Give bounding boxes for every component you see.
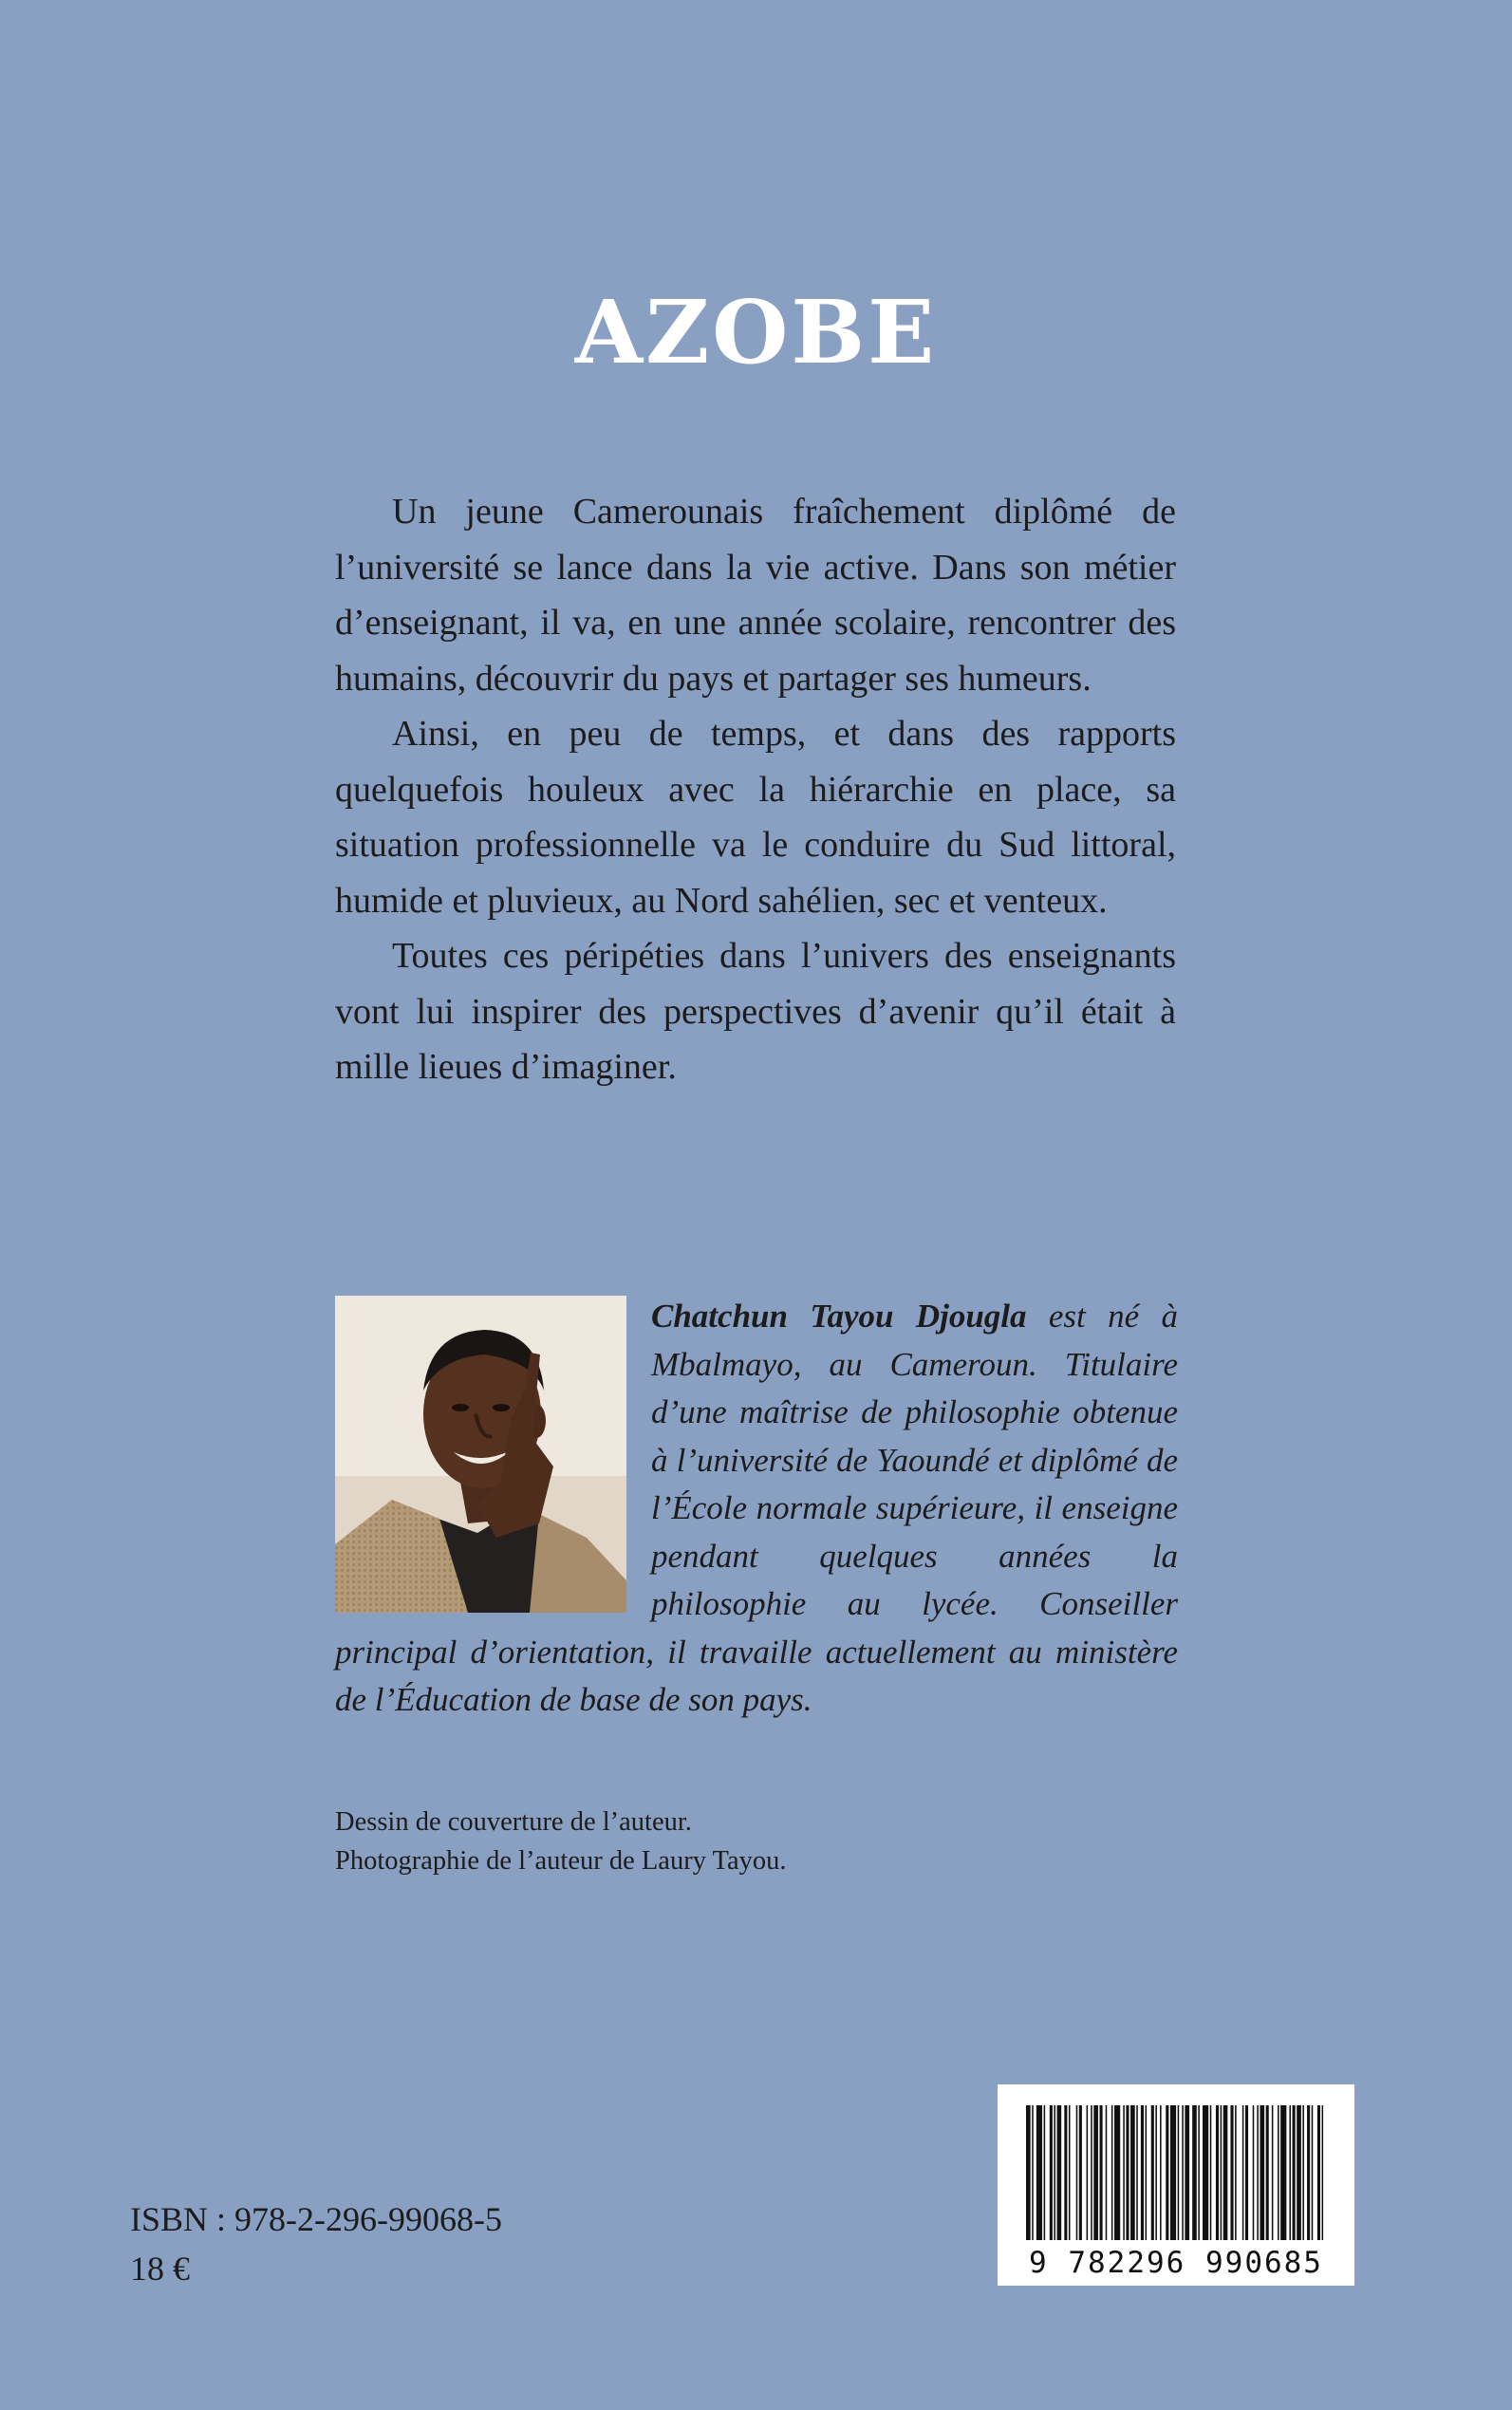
barcode-bar xyxy=(1245,2105,1248,2240)
photo-credit: Photographie de l’auteur de Laury Tayou. xyxy=(335,1845,787,1876)
barcode-bar xyxy=(1198,2105,1200,2240)
author-bio-block xyxy=(335,1293,1178,1725)
summary-paragraph-3: Toutes ces péripéties dans l’univers des enseignants vont lui inspirer des perspectives d’avenir qu’il était à mille lieues d’imaginer. xyxy=(335,936,1176,1087)
barcode-bar xyxy=(1087,2105,1089,2240)
barcode-bar xyxy=(1123,2105,1125,2240)
barcode-bar xyxy=(1307,2105,1310,2240)
barcode-bar xyxy=(1036,2105,1042,2240)
barcode-bar xyxy=(1302,2105,1304,2240)
barcode-bar xyxy=(1216,2105,1219,2240)
barcode-bar xyxy=(1230,2105,1233,2240)
image-credits xyxy=(335,1803,1094,1880)
barcode-bar xyxy=(1280,2105,1286,2240)
barcode-bar xyxy=(1050,2105,1053,2240)
barcode-bar xyxy=(1136,2105,1138,2240)
barcode-bar xyxy=(1203,2105,1208,2240)
barcode-bar xyxy=(1111,2105,1113,2240)
barcode-bar xyxy=(1091,2105,1092,2240)
barcode-bar xyxy=(1166,2105,1168,2240)
barcode-bar xyxy=(1044,2105,1046,2240)
barcode-bar xyxy=(1146,2105,1148,2240)
barcode-bar xyxy=(1093,2105,1098,2240)
barcode xyxy=(998,2084,1354,2286)
author-bio: est né à Mbalmayo, au Cameroun. Titulaire d’une maîtrise de philosophie obtenue à l’université de Yaoundé et diplômé de l’École normale supérieure, il enseigne pendant quelques années la philosophie au lycée. Conseiller principal d’orientation, il travaille actuellement au ministère de l’Éducation de base de son pays. xyxy=(335,1298,1178,1718)
barcode-bar xyxy=(1126,2105,1129,2240)
barcode-bar xyxy=(1317,2105,1320,2240)
barcode-bar xyxy=(1100,2105,1103,2240)
book-title: AZOBE xyxy=(574,281,938,383)
summary-paragraph-2: Ainsi, en peu de temps, et dans des rapports quelquefois houleux avec la hiérarchie en place, sa situation professionnelle va le conduire du Sud littoral, humide et pluvieux, au Nord sahélien, sec et venteux. xyxy=(335,714,1176,921)
barcode-bar xyxy=(1106,2105,1108,2240)
barcode-bar xyxy=(1253,2105,1255,2240)
barcode-bar xyxy=(1141,2105,1144,2240)
barcode-bar xyxy=(1057,2105,1062,2240)
price: 18 € xyxy=(130,2250,190,2288)
barcode-bar xyxy=(1064,2105,1067,2240)
barcode-bar xyxy=(1160,2105,1162,2240)
barcode-bar xyxy=(1170,2105,1176,2240)
author-photo xyxy=(335,1296,626,1613)
barcode-bar xyxy=(1178,2105,1180,2240)
author-portrait-illustration xyxy=(335,1296,626,1613)
book-summary xyxy=(335,484,1176,1095)
barcode-bar xyxy=(1079,2105,1082,2240)
barcode-bar xyxy=(1242,2105,1244,2240)
barcode-bar xyxy=(1185,2105,1189,2240)
cover-credit: Dessin de couverture de l’auteur. xyxy=(335,1807,692,1837)
barcode-bar xyxy=(1210,2105,1212,2240)
isbn-number: ISBN : 978-2-296-99068-5 xyxy=(130,2200,502,2238)
barcode-bar xyxy=(1312,2105,1314,2240)
barcode-digits: 9 782296 990685 xyxy=(1029,2246,1323,2280)
barcode-bar xyxy=(1069,2105,1071,2240)
barcode-bar xyxy=(1151,2105,1154,2240)
barcode-bar xyxy=(1223,2105,1228,2240)
barcode-bar xyxy=(1293,2105,1296,2240)
barcode-bar xyxy=(1278,2105,1279,2240)
barcode-bar xyxy=(1076,2105,1078,2240)
barcode-bar xyxy=(1155,2105,1157,2240)
barcode-bar xyxy=(1192,2105,1197,2240)
barcode-bar xyxy=(1182,2105,1184,2240)
barcode-bar xyxy=(1297,2105,1301,2240)
barcode-bar xyxy=(1260,2105,1264,2240)
barcode-bar xyxy=(1289,2105,1291,2240)
barcode-bar xyxy=(1266,2105,1269,2240)
barcode-bar xyxy=(1054,2105,1055,2240)
barcode-bar xyxy=(1272,2105,1274,2240)
barcode-bar xyxy=(1130,2105,1135,2240)
isbn-price-block xyxy=(130,2195,502,2293)
barcode-bar xyxy=(1026,2105,1031,2240)
barcode-bar xyxy=(1235,2105,1237,2240)
author-name: Chatchun Tayou Djougla xyxy=(651,1298,1027,1335)
barcode-bar xyxy=(1032,2105,1034,2240)
barcode-bar xyxy=(1221,2105,1223,2240)
summary-paragraph-1: Un jeune Camerounais fraîchement diplômé de l’université se lance dans la vie active. Dans son métier d’enseignant, il va, en une année scolaire, rencontrer des humains, découvrir du pays et partager ses humeurs. xyxy=(335,492,1176,699)
barcode-bar xyxy=(1114,2105,1120,2240)
barcode-bar xyxy=(1322,2105,1324,2240)
barcode-bar xyxy=(1257,2105,1259,2240)
